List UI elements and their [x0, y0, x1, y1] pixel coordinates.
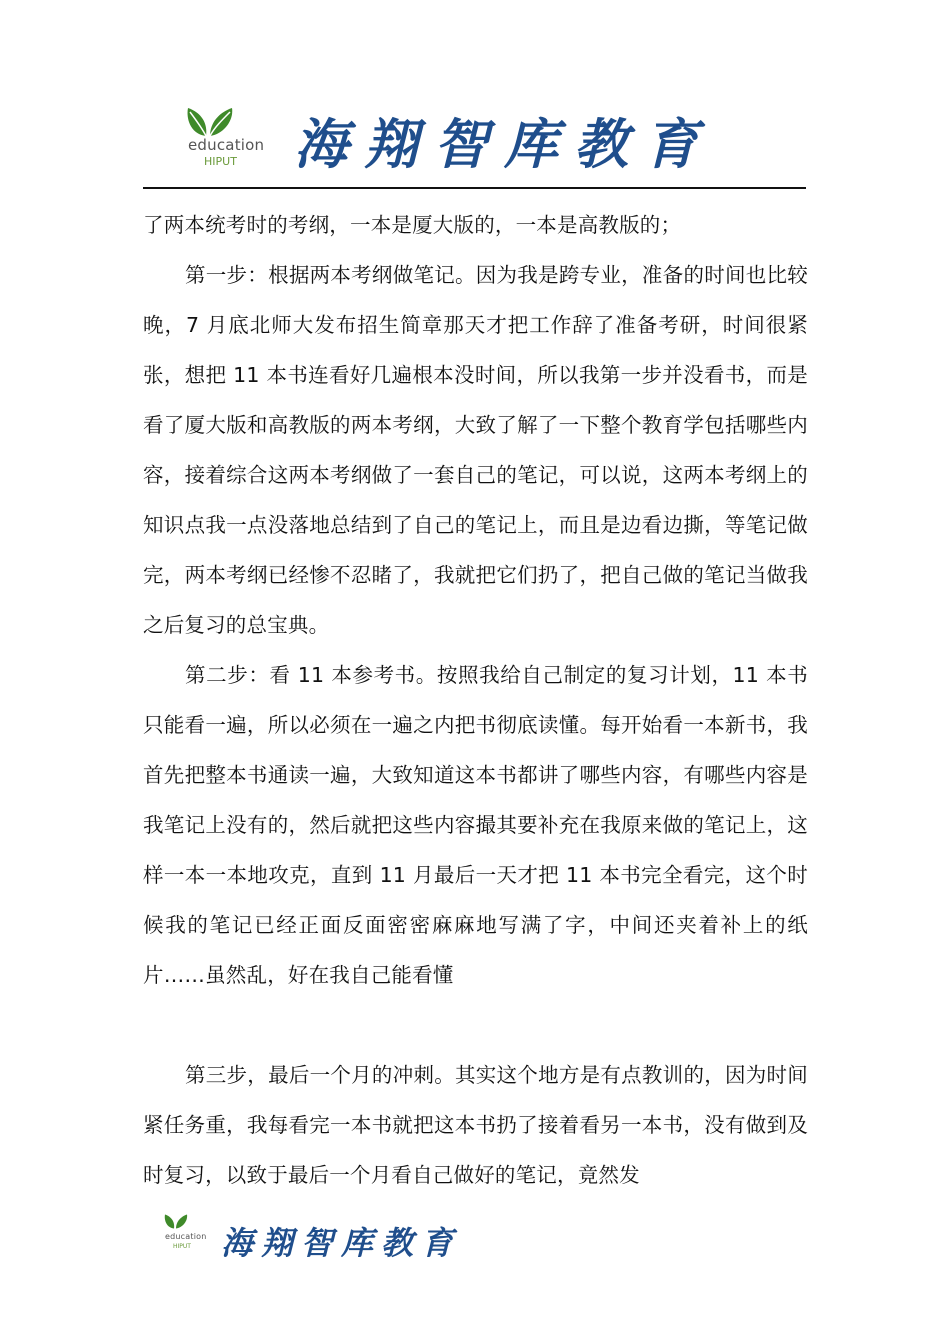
brand-title: 海翔智库教育 [294, 112, 714, 176]
logo-subtitle: HIPUT [204, 155, 237, 168]
footer-logo-word: education [165, 1232, 207, 1241]
logo-word: education [188, 136, 265, 154]
company-logo [182, 100, 292, 175]
footer-logo-subtitle: HIPUT [173, 1243, 191, 1250]
header-divider [143, 187, 806, 189]
footer-leaf-icon [163, 1212, 193, 1230]
page-header [182, 100, 802, 180]
paragraph-gap [143, 1000, 808, 1050]
page-footer [163, 1212, 483, 1262]
leaf-icon [184, 104, 244, 138]
footer-logo [163, 1212, 219, 1257]
footer-brand-title: 海翔智库教育 [221, 1224, 462, 1262]
paragraph-continuation: 了两本统考时的考纲，一本是厦大版的，一本是高教版的； [143, 213, 682, 237]
paragraph-step-three: 第三步，最后一个月的冲刺。其实这个地方是有点教训的，因为时间紧任务重，我每看完一本书就把这本书扔了接着看另一本书，没有做到及时复习，以致于最后一个月看自己做好的笔记，竟然发 [143, 1063, 808, 1187]
paragraph-step-two: 第二步：看 11 本参考书。按照我给自己制定的复习计划，11 本书只能看一遍，所以必须在一遍之内把书彻底读懂。每开始看一本新书，我首先把整本书通读一遍，大致知道这本书都讲了哪些内容，有哪些内容是我笔记上没有的，然后就把这些内容撮其要补充在我原来做的笔记上，这样一本一本地攻克，直到 11 月最后一天才把 11 本书完全看完，这个时候我的笔记已经正面反面密密麻麻地写满了字，中间还夹着补上的纸片……虽然乱，好在我自己能看懂 [143, 663, 808, 987]
paragraph-step-one: 第一步：根据两本考纲做笔记。因为我是跨专业，准备的时间也比较晚，7 月底北师大发布招生简章那天才把工作辞了准备考研，时间很紧张，想把 11 本书连看好几遍根本没时间，所以我第一步并没看书，而是看了厦大版和高教版的两本考纲，大致了解了一下整个教育学包括哪些内容，接着综合这两本考纲做了一套自己的笔记，可以说，这两本考纲上的知识点我一点没落地总结到了自己的笔记上，而且是边看边撕，等笔记做完，两本考纲已经惨不忍睹了，我就把它们扔了，把自己做的笔记当做我之后复习的总宝典。 [143, 263, 808, 637]
page-body [143, 200, 808, 1200]
